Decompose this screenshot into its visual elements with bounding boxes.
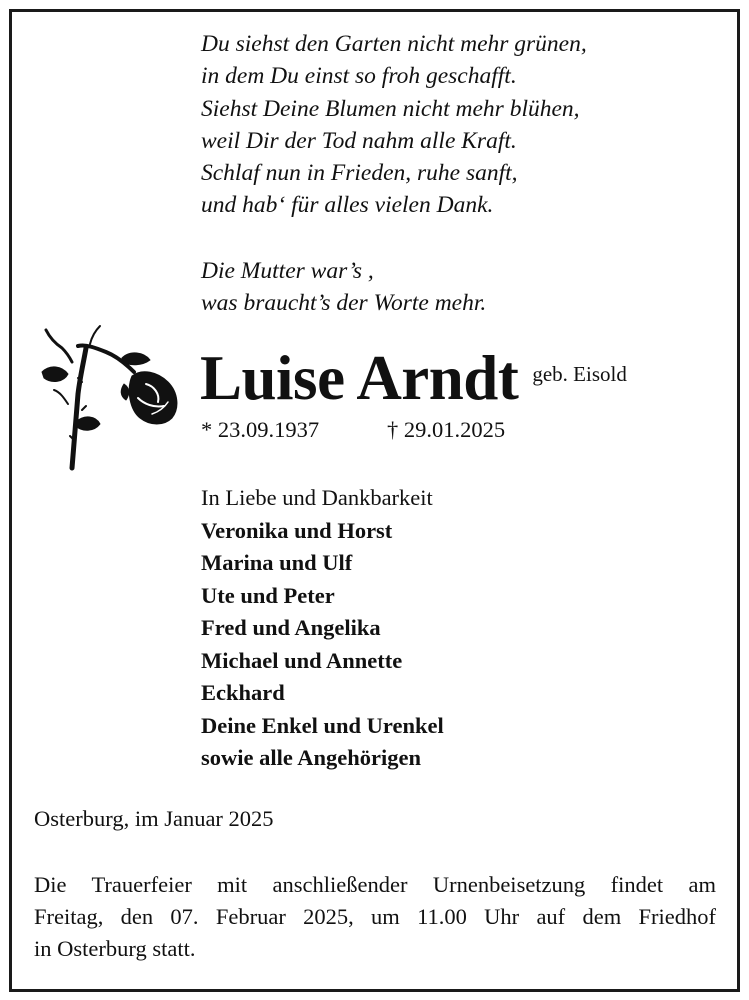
poem-closing-line: was braucht’s der Worte mehr. xyxy=(201,290,487,317)
mourner-name: Eckhard xyxy=(201,680,285,705)
poem-line: Du siehst den Garten nicht mehr grünen, xyxy=(201,31,587,57)
poem xyxy=(201,28,587,222)
rose-icon xyxy=(34,322,186,474)
mourner-name: Ute und Peter xyxy=(201,582,335,608)
poem-closing xyxy=(201,255,486,320)
deceased-name-row xyxy=(200,340,627,416)
death-date: † 29.01.2025 xyxy=(387,417,506,442)
mourner-name: sowie alle Angehörigen xyxy=(201,745,421,770)
poem-line: in dem Du einst so froh geschafft. xyxy=(201,63,517,90)
deceased-name: Luise Arndt xyxy=(200,343,519,413)
funeral-line: Die Trauerfeier mit anschließender Urnenbeisetzung findet am xyxy=(34,872,716,897)
mourner-name: Michael und Annette xyxy=(201,647,403,673)
mourners-block xyxy=(201,482,444,775)
poem-closing-line: Die Mutter war’s , xyxy=(201,258,374,284)
place-and-date: Osterburg, im Januar 2025 xyxy=(34,806,274,831)
poem-line: und hab‘ für alles vielen Dank. xyxy=(201,192,494,219)
funeral-line: Freitag, den 07. Februar 2025, um 11.00 Uhr auf dem Friedhof xyxy=(34,904,716,929)
birth-date: * 23.09.1937 xyxy=(201,417,320,442)
funeral-line: in Osterburg statt. xyxy=(34,936,196,961)
funeral-notice xyxy=(34,869,716,965)
poem-line: Siehst Deine Blumen nicht mehr blühen, xyxy=(201,95,580,122)
mourner-name: Veronika und Horst xyxy=(201,517,393,543)
mourner-name: Fred und Angelika xyxy=(201,615,381,640)
mourners-intro: In Liebe und Dankbarkeit xyxy=(201,485,433,510)
mourner-name: Marina und Ulf xyxy=(201,550,353,575)
poem-line: Schlaf nun in Frieden, ruhe sanft, xyxy=(201,160,518,187)
maiden-name: geb. Eisold xyxy=(532,362,627,386)
poem-line: weil Dir der Tod nahm alle Kraft. xyxy=(201,127,517,154)
life-dates xyxy=(201,417,506,443)
mourner-name: Deine Enkel und Urenkel xyxy=(201,712,444,738)
